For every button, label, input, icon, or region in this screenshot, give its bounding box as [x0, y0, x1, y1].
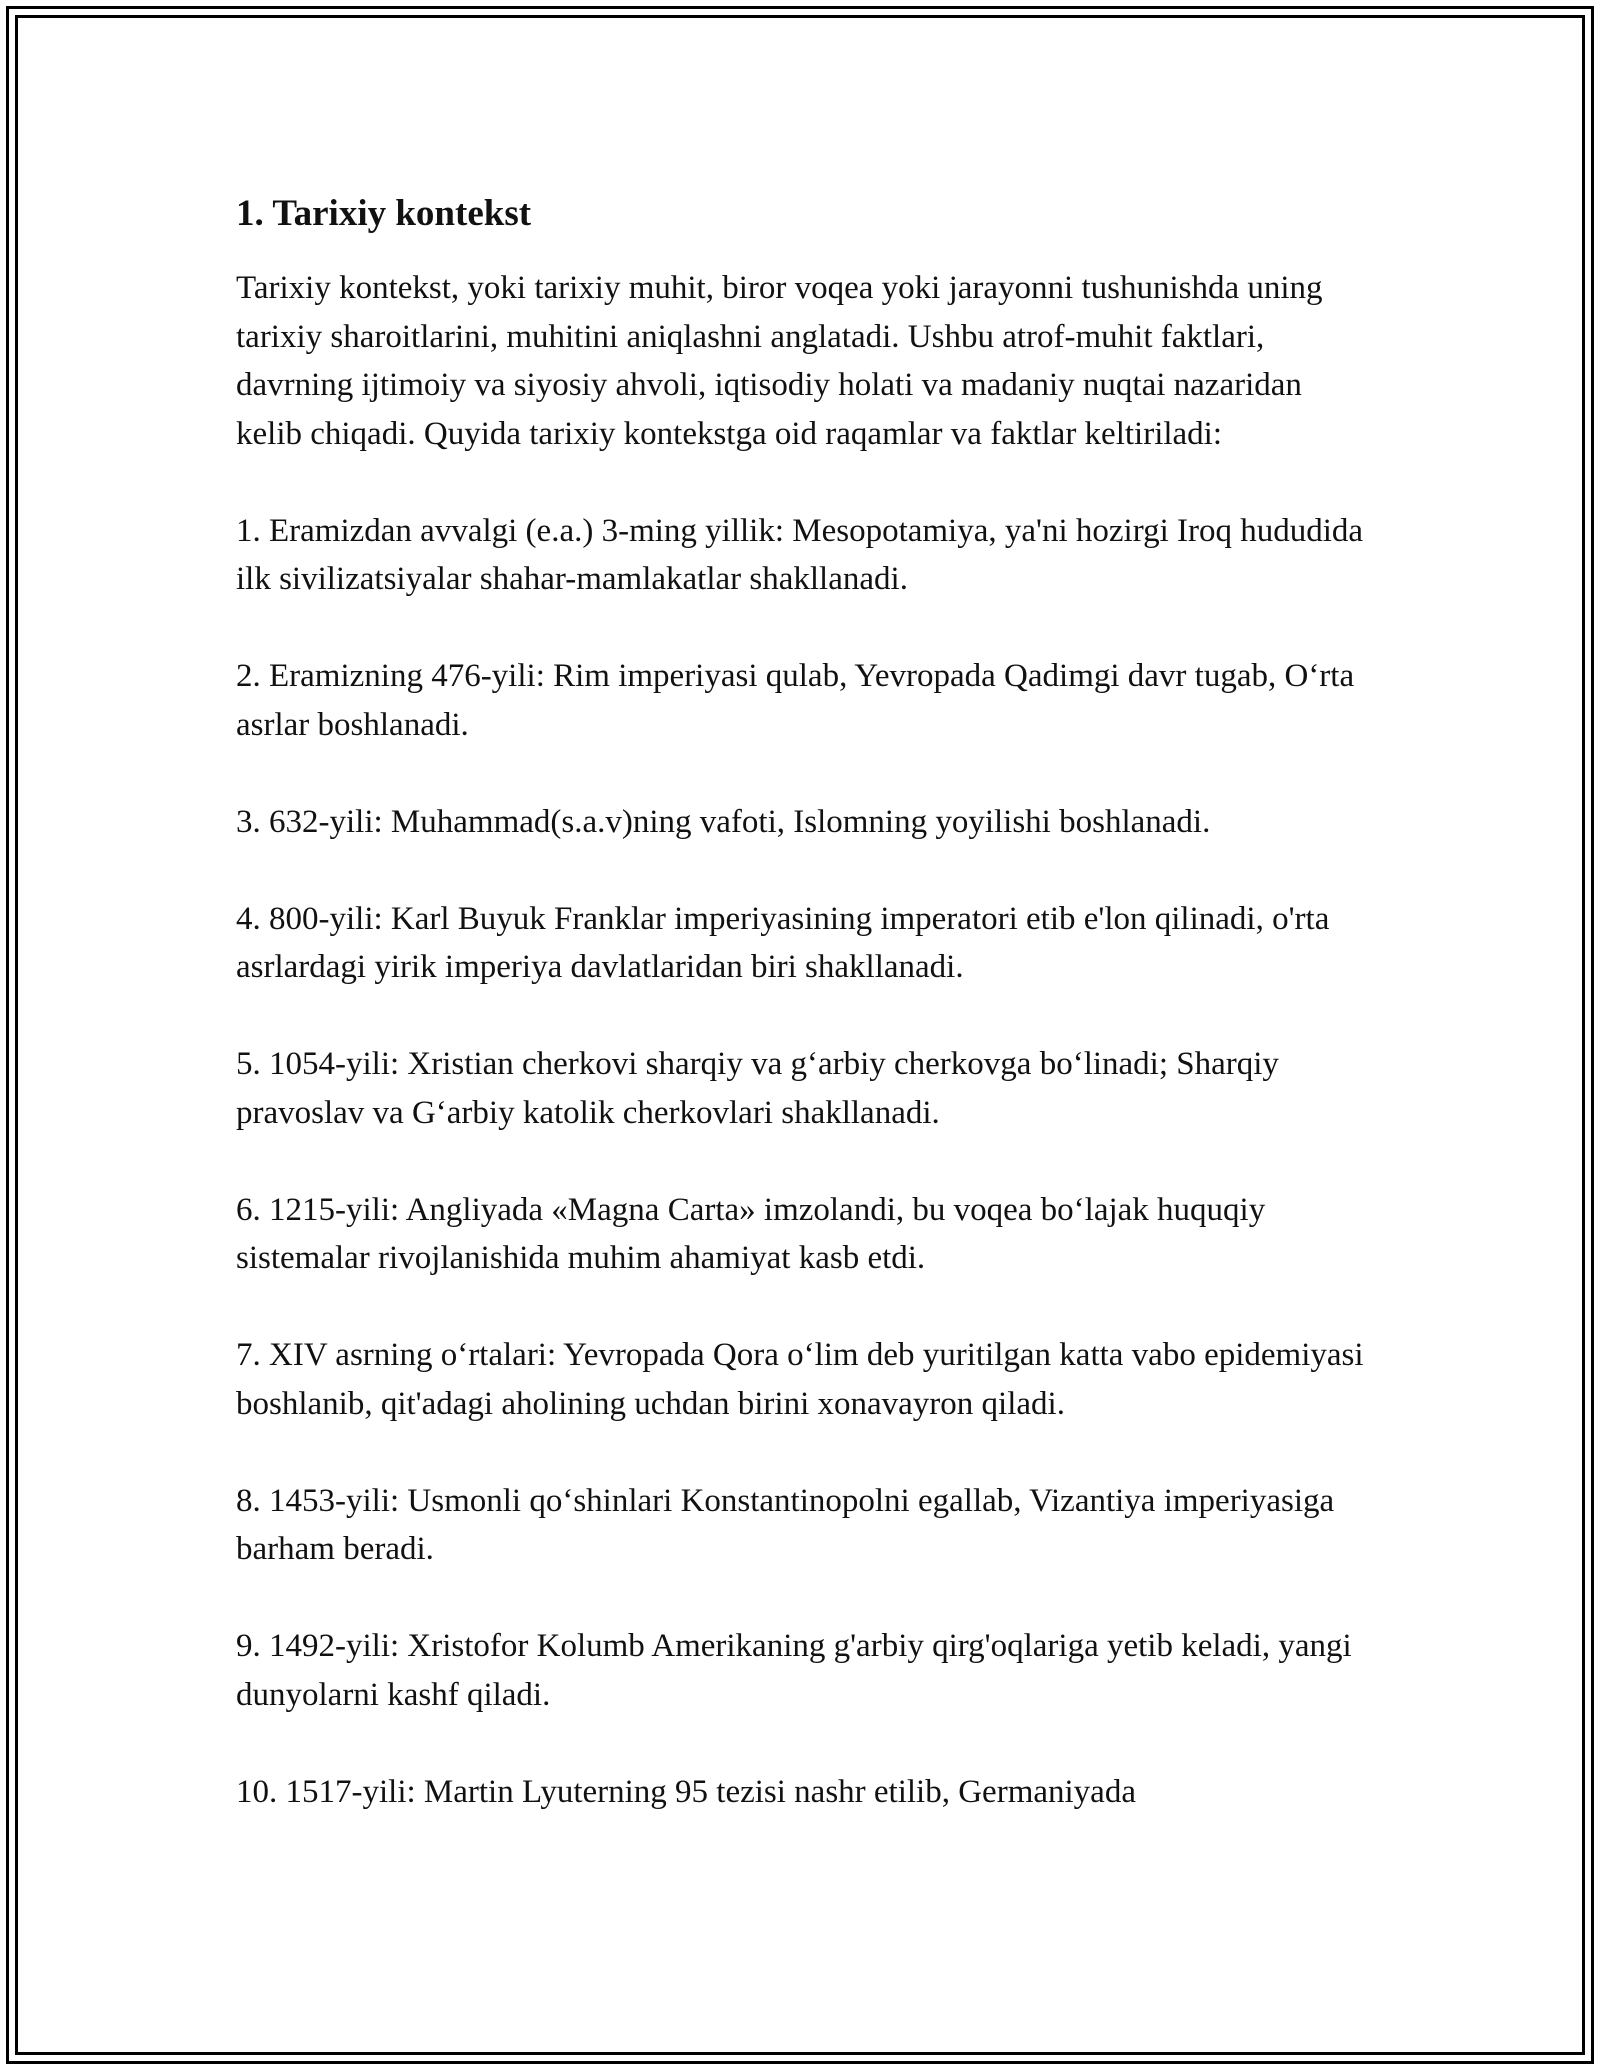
fact-item: 5. 1054-yili: Xristian cherkovi sharqiy va g‘arbiy cherkovga bo‘linadi; Sharqiy pravoslav va G‘arbiy katolik cherkovlari shakllanadi. [236, 1046, 1279, 1131]
fact-item: 4. 800-yili: Karl Buyuk Franklar imperiyasining imperatori etib e'lon qilinadi, o'rta asrlardagi yirik imperiya davlatlaridan biri shakllanadi. [236, 900, 1330, 985]
section-heading: 1. Tarixiy kontekst [236, 193, 532, 234]
intro-paragraph: Tarixiy kontekst, yoki tarixiy muhit, biror voqea yoki jarayonni tushunishda uning tarixiy sharoitlarini, muhitini aniqlashni anglatadi. Ushbu atrof-muhit faktlari, davrning ijtimoiy va siyosiy ahvoli, iqtisodiy holati va madaniy nuqtai nazaridan kelib chiqadi. Quyida tarixiy kontekstga oid raqamlar va faktlar keltiriladi: [236, 270, 1323, 452]
document-body [236, 188, 1366, 1816]
fact-item: 1. Eramizdan avvalgi (e.a.) 3-ming yillik: Mesopotamiya, ya'ni hozirgi Iroq hududida ilk sivilizatsiyalar shahar-mamlakatlar shakllanadi. [236, 512, 1364, 597]
fact-item: 2. Eramizning 476-yili: Rim imperiyasi qulab, Yevropada Qadimgi davr tugab, O‘rta asrlar boshlanadi. [236, 658, 1355, 743]
fact-item: 8. 1453-yili: Usmonli qo‘shinlari Konstantinopolni egallab, Vizantiya imperiyasiga barham beradi. [236, 1482, 1335, 1567]
fact-item: 7. XIV asrning o‘rtalari: Yevropada Qora o‘lim deb yuritilgan katta vabo epidemiyasi boshlanib, qit'adagi aholining uchdan birini xonavayron qiladi. [236, 1337, 1364, 1422]
fact-item: 3. 632-yili: Muhammad(s.a.v)ning vafoti, Islomning yoyilishi boshlanadi. [236, 803, 1211, 840]
fact-item: 10. 1517-yili: Martin Lyuterning 95 tezisi nashr etilib, Germaniyada [236, 1773, 1136, 1810]
fact-item: 9. 1492-yili: Xristofor Kolumb Amerikaning g'arbiy qirg'oqlariga yetib keladi, yangi dunyolarni kashf qiladi. [236, 1628, 1352, 1713]
facts-list [236, 507, 1366, 1817]
fact-item: 6. 1215-yili: Angliyada «Magna Carta» imzolandi, bu voqea bo‘lajak huquqiy sistemalar rivojlanishida muhim ahamiyat kasb etdi. [236, 1191, 1266, 1276]
